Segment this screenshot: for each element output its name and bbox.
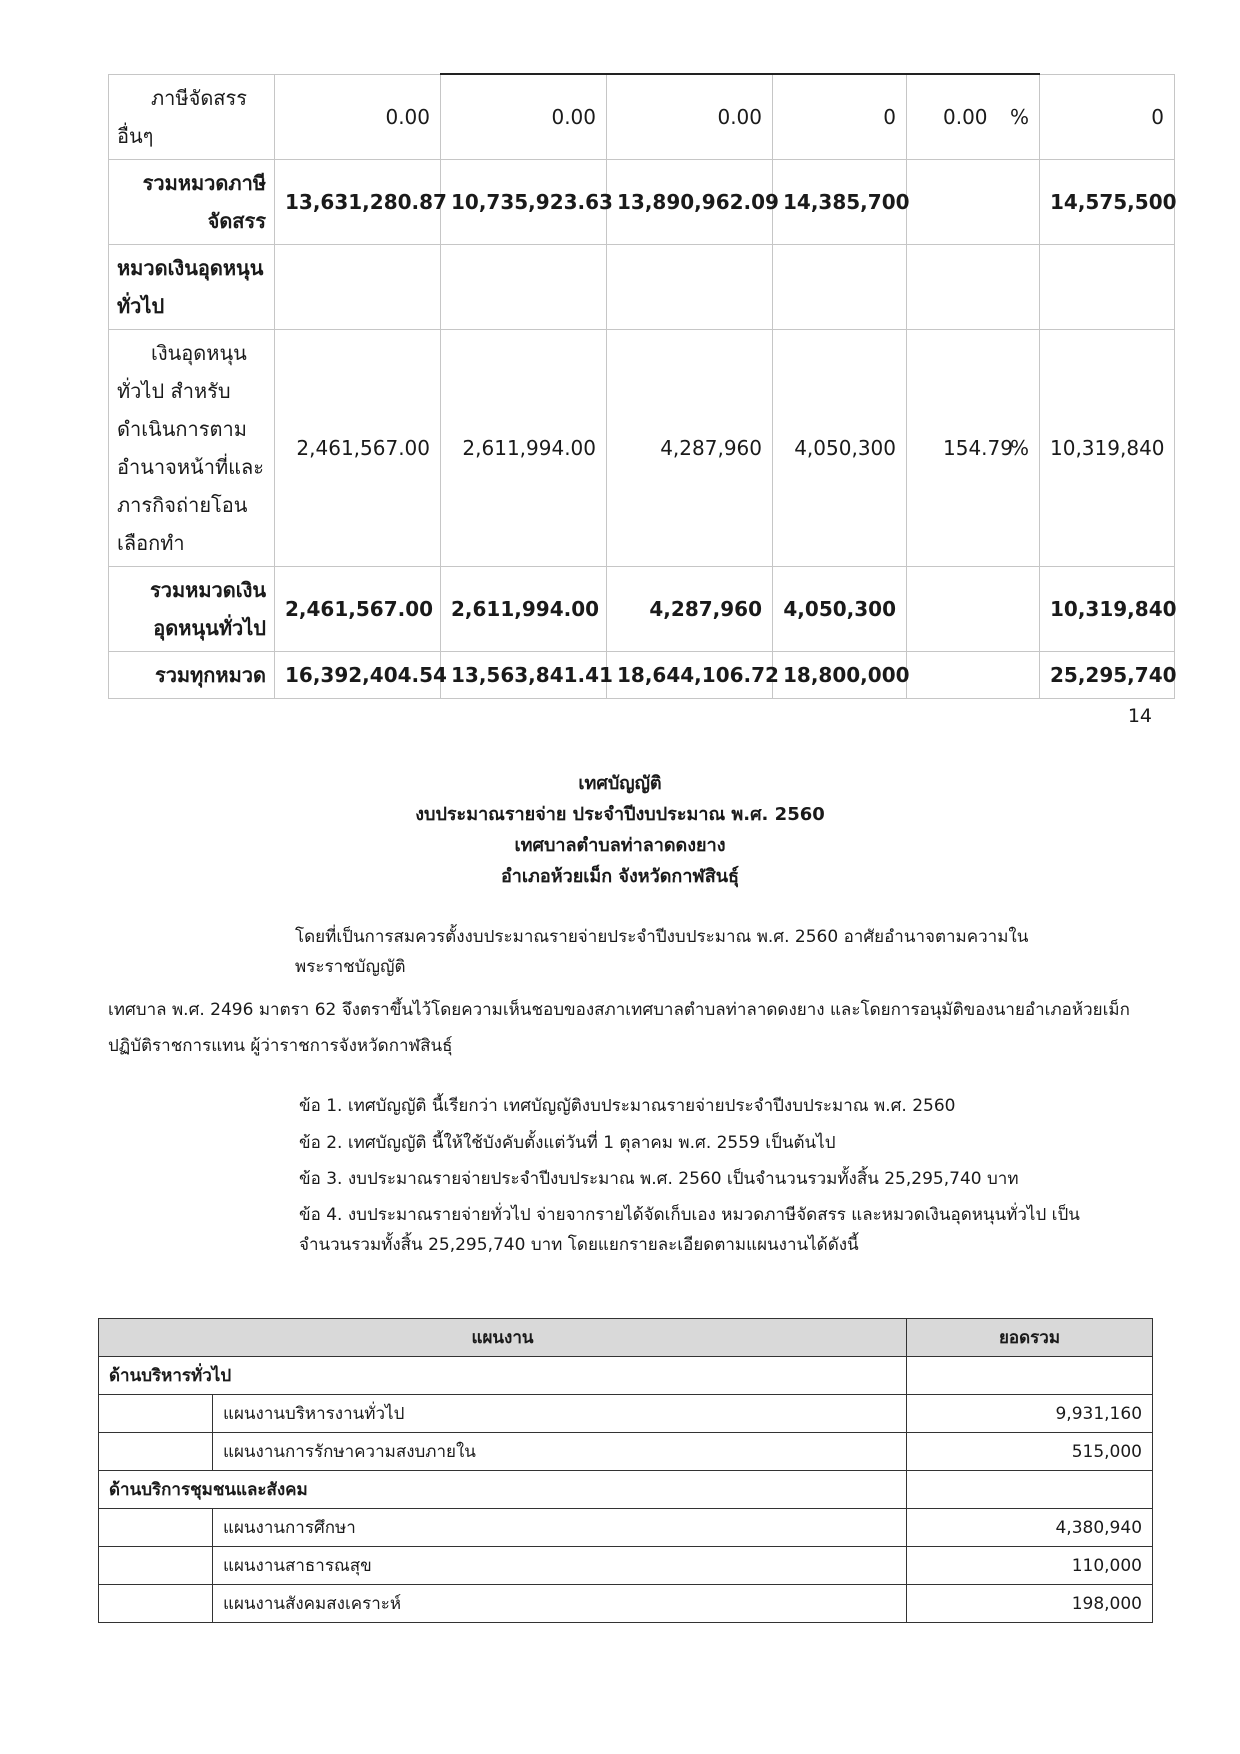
- amount-cell: [607, 244, 773, 329]
- empty-cell: [907, 1471, 1153, 1509]
- amount-cell: 14,575,500: [1040, 159, 1175, 244]
- table-row: [109, 244, 1175, 329]
- indent-cell: [99, 1585, 213, 1623]
- preamble-paragraph: [295, 922, 1095, 982]
- preamble-line: ปฏิบัติราชการแทน ผู้ว่าราชการจังหวัดกาฬสินธุ์: [108, 1036, 453, 1056]
- amount-cell: 2,461,567.00: [275, 329, 441, 566]
- indent-cell: [99, 1395, 213, 1433]
- amount-cell: 25,295,740: [1040, 651, 1175, 698]
- plan-name: แผนงานการศึกษา: [213, 1509, 907, 1547]
- plan-table: [98, 1318, 1153, 1623]
- table-row: [109, 566, 1175, 651]
- amount-cell: 0: [1040, 74, 1175, 159]
- indent-cell: [99, 1509, 213, 1547]
- amount-cell: 18,644,106.72: [607, 651, 773, 698]
- column-header-total: ยอดรวม: [907, 1319, 1153, 1357]
- percent-value: 154.79: [943, 435, 1013, 460]
- preamble-line: โดยที่เป็นการสมควรตั้งงบประมาณรายจ่ายประจำปีงบประมาณ พ.ศ. 2560 อาศัยอำนาจตามความใน: [295, 927, 1029, 947]
- amount-cell: 13,563,841.41: [441, 651, 607, 698]
- indent-cell: [99, 1547, 213, 1585]
- clause-line: ข้อ 4. งบประมาณรายจ่ายทั่วไป จ่ายจากรายได้จัดเก็บเอง หมวดภาษีจัดสรร และหมวดเงินอุดหนุนทั่วไป เป็น: [299, 1205, 1080, 1225]
- plan-name: แผนงานการรักษาความสงบภายใน: [213, 1433, 907, 1471]
- table-row: [99, 1547, 1153, 1585]
- preamble-line: พระราชบัญญัติ: [295, 957, 406, 977]
- plan-amount: 198,000: [907, 1585, 1153, 1623]
- document-title: [0, 768, 1240, 892]
- title-line: เทศบัญญัติ: [578, 773, 662, 794]
- row-label: หมวดเงินอุดหนุนทั่วไป: [109, 244, 275, 329]
- title-line: อำเภอห้วยเม็ก จังหวัดกาฬสินธุ์: [500, 866, 740, 887]
- plan-amount: 9,931,160: [907, 1395, 1153, 1433]
- amount-cell: 4,050,300: [773, 329, 907, 566]
- title-line: เทศบาลตำบลท่าลาดดงยาง: [514, 835, 726, 856]
- amount-cell: [1040, 244, 1175, 329]
- table-row: [109, 329, 1175, 566]
- plan-name: แผนงานสาธารณสุข: [213, 1547, 907, 1585]
- amount-cell: 0.00: [441, 74, 607, 159]
- row-label: รวมหมวดเงินอุดหนุนทั่วไป: [109, 566, 275, 651]
- amount-cell: 4,287,960: [607, 329, 773, 566]
- budget-summary-table: [108, 73, 1175, 699]
- percent-sign: %: [1009, 435, 1029, 460]
- amount-cell: 2,461,567.00: [275, 566, 441, 651]
- row-label: ภาษีจัดสรรอื่นๆ: [109, 74, 275, 159]
- amount-cell: 14,385,700: [773, 159, 907, 244]
- table-row: [99, 1433, 1153, 1471]
- title-line: งบประมาณรายจ่าย ประจำปีงบประมาณ พ.ศ. 2560: [415, 804, 825, 825]
- clause-line: จำนวนรวมทั้งสิ้น 25,295,740 บาท โดยแยกรายละเอียดตามแผนงานได้ดังนี้: [299, 1235, 859, 1255]
- row-label: รวมหมวดภาษีจัดสรร: [109, 159, 275, 244]
- clause-4: [299, 1200, 1139, 1260]
- percent-sign: %: [1009, 104, 1029, 129]
- indent-cell: [99, 1433, 213, 1471]
- percent-cell: [907, 566, 1040, 651]
- amount-cell: 16,392,404.54: [275, 651, 441, 698]
- amount-cell: 2,611,994.00: [441, 566, 607, 651]
- percent-cell: [907, 329, 1040, 566]
- table-row: [109, 159, 1175, 244]
- empty-cell: [907, 1357, 1153, 1395]
- amount-cell: 13,890,962.09: [607, 159, 773, 244]
- row-label: รวมทุกหมวด: [109, 651, 275, 698]
- percent-value: 0.00: [943, 104, 988, 129]
- table-row: [99, 1509, 1153, 1547]
- section-label: ด้านบริการชุมชนและสังคม: [99, 1471, 907, 1509]
- amount-cell: [441, 244, 607, 329]
- page-number: 14: [1127, 705, 1152, 727]
- amount-cell: 13,631,280.87: [275, 159, 441, 244]
- amount-cell: 4,287,960: [607, 566, 773, 651]
- percent-cell: [907, 159, 1040, 244]
- amount-cell: [275, 244, 441, 329]
- percent-cell: [907, 74, 1040, 159]
- row-label: เงินอุดหนุนทั่วไป สำหรับดำเนินการตามอำนาจหน้าที่และภารกิจถ่ายโอนเลือกทำ: [109, 329, 275, 566]
- amount-cell: 10,319,840: [1040, 329, 1175, 566]
- amount-cell: 18,800,000: [773, 651, 907, 698]
- amount-cell: 4,050,300: [773, 566, 907, 651]
- amount-cell: 10,735,923.63: [441, 159, 607, 244]
- section-row: [99, 1471, 1153, 1509]
- clause-3: ข้อ 3. งบประมาณรายจ่ายประจำปีงบประมาณ พ.ศ. 2560 เป็นจำนวนรวมทั้งสิ้น 25,295,740 บาท: [299, 1169, 1019, 1189]
- plan-amount: 110,000: [907, 1547, 1153, 1585]
- clause-1: ข้อ 1. เทศบัญญัติ นี้เรียกว่า เทศบัญญัติงบประมาณรายจ่ายประจำปีงบประมาณ พ.ศ. 2560: [299, 1096, 956, 1116]
- amount-cell: 0: [773, 74, 907, 159]
- amount-cell: [773, 244, 907, 329]
- table-row: [109, 74, 1175, 159]
- preamble-line: เทศบาล พ.ศ. 2496 มาตรา 62 จึงตราขึ้นไว้โดยความเห็นชอบของสภาเทศบาลตำบลท่าลาดดงยาง และโดยการอนุมัติของนายอำเภอห้วยเม็ก: [108, 1000, 1130, 1020]
- plan-amount: 515,000: [907, 1433, 1153, 1471]
- amount-cell: 0.00: [275, 74, 441, 159]
- amount-cell: 0.00: [607, 74, 773, 159]
- plan-name: แผนงานบริหารงานทั่วไป: [213, 1395, 907, 1433]
- plan-name: แผนงานสังคมสงเคราะห์: [213, 1585, 907, 1623]
- table-header-row: [99, 1319, 1153, 1357]
- table-row: [99, 1585, 1153, 1623]
- table-row: [109, 651, 1175, 698]
- preamble-paragraph: [108, 995, 1188, 1061]
- percent-cell: [907, 244, 1040, 329]
- table-row: [99, 1395, 1153, 1433]
- percent-cell: [907, 651, 1040, 698]
- amount-cell: 2,611,994.00: [441, 329, 607, 566]
- clause-2: ข้อ 2. เทศบัญญัติ นี้ให้ใช้บังคับตั้งแต่วันที่ 1 ตุลาคม พ.ศ. 2559 เป็นต้นไป: [299, 1133, 836, 1153]
- section-label: ด้านบริหารทั่วไป: [99, 1357, 907, 1395]
- section-row: [99, 1357, 1153, 1395]
- column-header-plan: แผนงาน: [99, 1319, 907, 1357]
- plan-amount: 4,380,940: [907, 1509, 1153, 1547]
- amount-cell: 10,319,840: [1040, 566, 1175, 651]
